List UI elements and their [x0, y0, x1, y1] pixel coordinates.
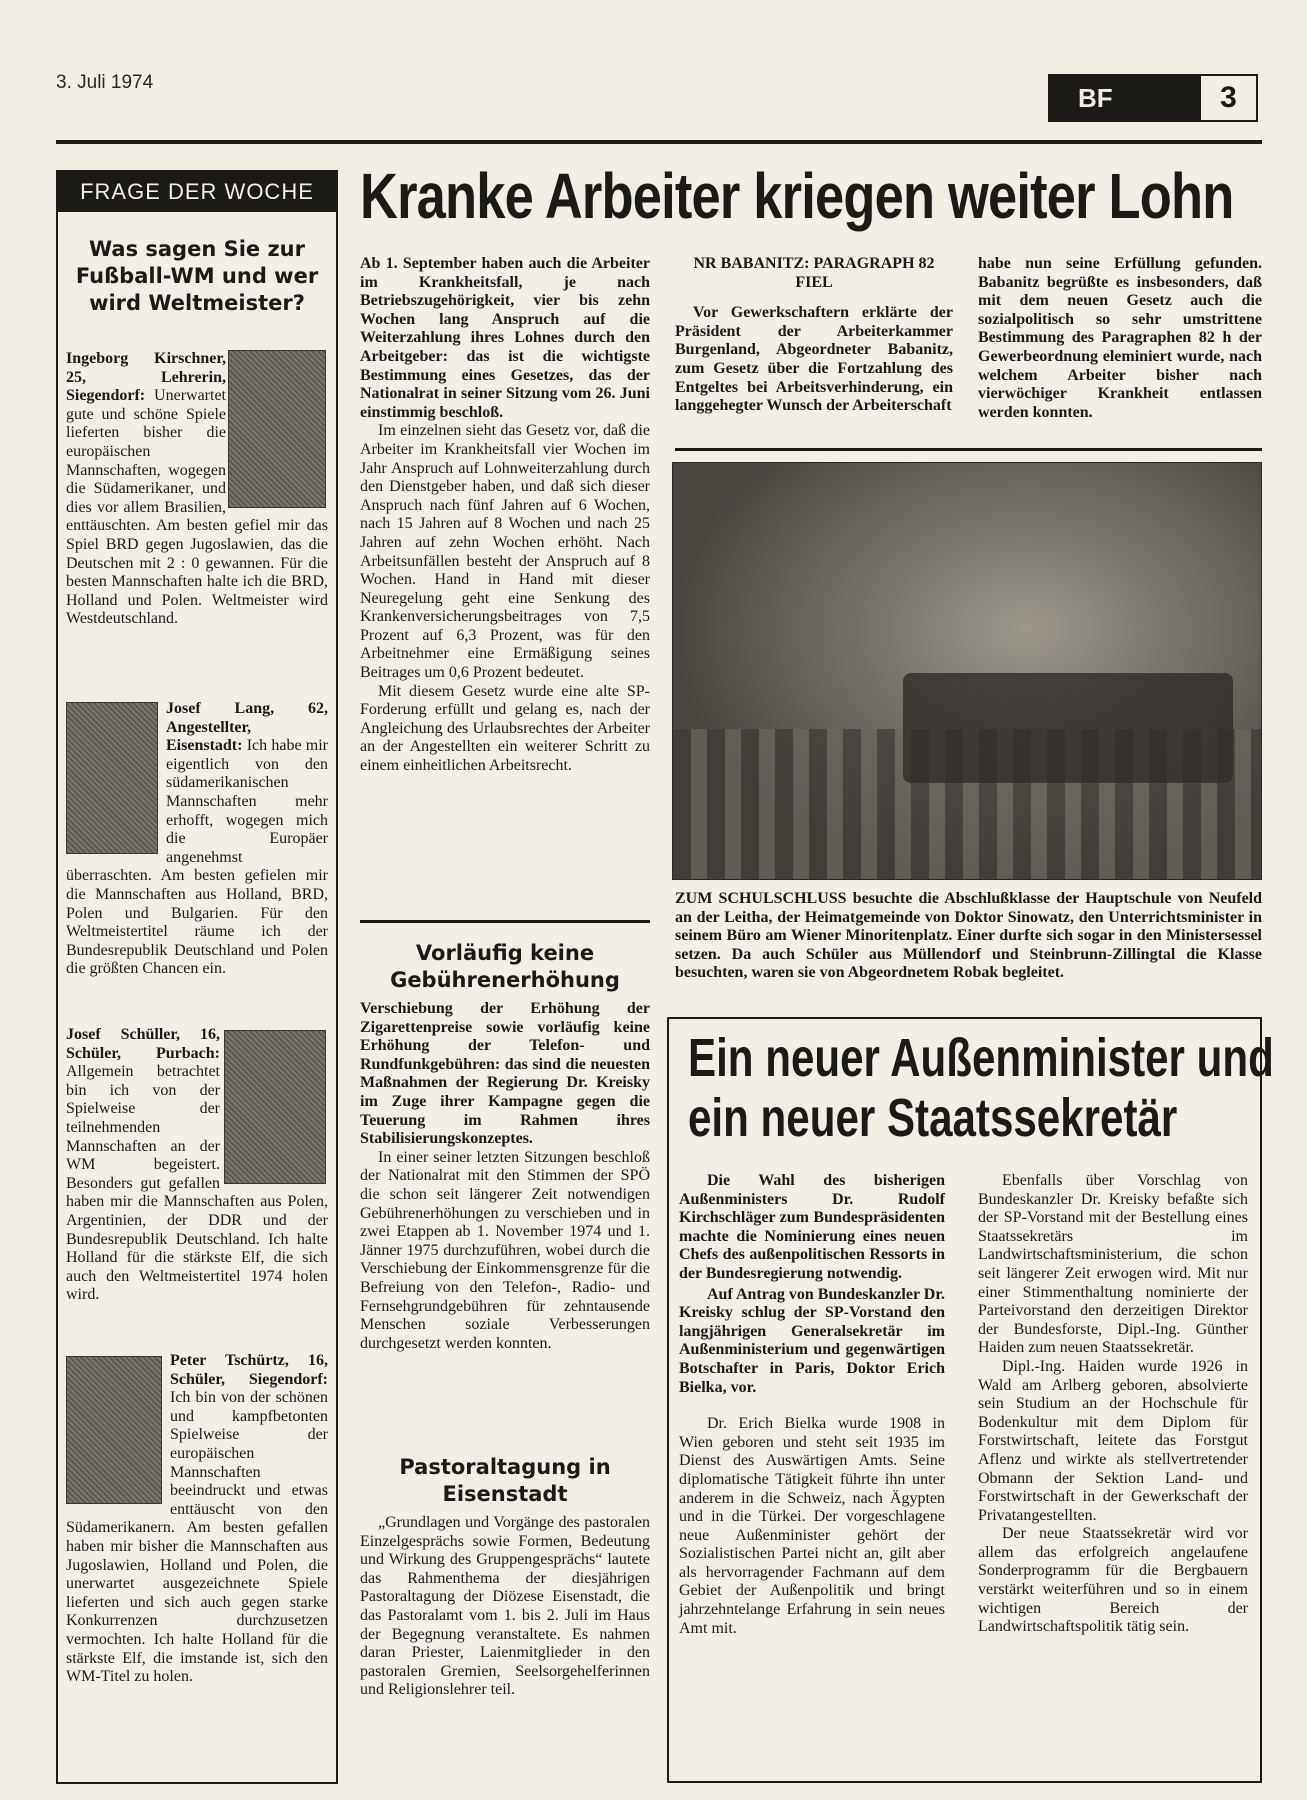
issue-date: 3. Juli 1974: [56, 72, 154, 93]
fees-title: Vorläufig keine Gebührenerhöhung: [390, 941, 620, 992]
sidebar-question: Was sagen Sie zur Fußball-WM und wer wird Weltmeister?: [75, 237, 319, 315]
section-label: BF: [1050, 76, 1198, 120]
main-headline: Kranke Arbeiter kriegen weiter Lohn: [360, 160, 1234, 232]
minister-headline-1: Ein neuer Außenminister und: [688, 1028, 1274, 1088]
answer-tschuertz: [66, 1352, 328, 1687]
main-body-2: Mit diesem Gesetz wurde eine alte SP-Forderung erfüllt und gelang es, nach der Angleichung des Urlaubsrechtes der Arbeiter an der Angestellten ein weiterer Schritt zu einem einheitlichen Arbeitsrecht.: [360, 682, 650, 775]
answer-lead: Josef Schüller, 16, Schüler, Purbach:: [66, 1026, 220, 1062]
answer-lead: Peter Tschürtz, 16, Schüler, Siegendorf:: [170, 1352, 328, 1388]
answer-lead: Josef Lang, 62, Angestellter, Eisenstadt:: [166, 700, 328, 755]
pastoral-body: „Grundlagen und Vorgänge des pastoralen Einzelgesprächs sowie Formen, Bedeutung und Wirkung des Gruppengesprächs“ lautete das Rahmenthema der diesjährigen Pastoraltagung der Diözese Eisenstadt, die das Pastoralamt vom 1. bis 2. Juli im Haus der Begegnung veranstaltete. Es nahmen daran Priester, Laienmitglieder in den pastoralen Gremien, Seelsorgehelferinnen und Religionslehrer teil.: [360, 1514, 650, 1699]
sidebar-kicker: FRAGE DER WOCHE: [56, 172, 338, 212]
main-col3-text: habe nun seine Erfüllung gefunden. Babanitz begrüßte es insbesonders, daß mit dem neuen Gesetz auch die sozialpolitisch so sehr umstrittene Bestimmung des Paragraphen 82 h der Gewerbeordnung eleminiert wurde, nach welchem Arbeiter bisher nach vierwöchiger Krankheit entlassen werden konnten.: [978, 255, 1262, 421]
fees-rule: [360, 920, 650, 923]
minister-col1: [679, 1172, 945, 1638]
main-subhead: NR BABANITZ: PARAGRAPH 82 FIEL: [693, 255, 935, 291]
answer-kirschner: [66, 350, 328, 629]
photo-caption: [675, 890, 1262, 983]
caption-text: besuchte die Abschlußklasse der Hauptschule von Neufeld an der Leitha, der Heimatgemeinde von Doktor Sinowatz, den Unterrichtsminister in seinem Büro am Wiener Minoritenplatz. Einer durfte sich sogar in den Ministersessel setzen. Da auch Schüler aus Müllendorf und Steinbrunn-Zillingtal die Klasse besuchten, waren sie von Abgeordnetem Robak begleitet.: [675, 890, 1263, 982]
minister-col2-b: Dipl.-Ing. Haiden wurde 1926 in Wald am Arlberg geboren, absolvierte sein Studium an der Hochschule für Bodenkultur mit dem Diplom für Forstwirtschaft, leitete das Forstgut Aflenz und wirkte als stellvertretender Obmann der Sektion Land- und Forstwirtschaft in der Gewerkschaft der Privatangestellten.: [978, 1357, 1248, 1524]
answer-schueller: [66, 1026, 328, 1305]
minister-lead-1: Die Wahl des bisherigen Außenministers Dr. Rudolf Kirchschläger zum Bundespräsidenten machte die Nominierung eines neuen Chefs des außenpolitischen Ressorts in der Bundesregierung notwendig.: [679, 1172, 945, 1282]
fees-article: [360, 1000, 650, 1353]
answer-text: Allgemein betrachtet bin ich von der Spielweise der teilnehmenden Mannschaften an der WM begeistert. Besonders gut gefallen haben mir die Mannschaften aus Polen, Argentinien, der DDR und der Bundesrepublik Deutschland. Ich halte Holland für die stärkste Elf, die sich auch den Weltmeistertitel 1974 holen wird.: [66, 1063, 328, 1304]
main-article-col1: [360, 255, 650, 776]
main-article-col2: [675, 255, 953, 416]
caption-lead: ZUM SCHULSCHLUSS: [675, 890, 847, 907]
answer-lang: [66, 700, 328, 979]
minister-body-1: Dr. Erich Bielka wurde 1908 in Wien geboren und steht seit 1935 im Dienst des Auswärtigen Amts. Seine diplomatische Tätigkeit führte ihn unter anderem in die Schweiz, nach Ägypten und in die Türkei. Der vorgeschlagene neue Außenminister gehört der Sozialistischen Partei nicht an, gilt aber als hervorragender Fachmann auf dem Gebiet der Außenpolitik und bringt jahrzehntelange Erfahrung in sein neues Amt mit.: [679, 1415, 945, 1637]
minister-headline-2: ein neuer Staatssekretär: [688, 1088, 1178, 1148]
main-lead: Ab 1. September haben auch die Arbeiter im Krankheitsfall, je nach Betriebszugehörigkeit, vier bis zehn Wochen lang Anspruch auf die Weiterzahlung ihres Lohnes durch den Arbeitgeber: das ist die wichtigste Bestimmung eines Gesetzes, das der Nationalrat in seiner Sitzung vom 26. Juni einstimmig beschloß.: [360, 255, 650, 421]
minister-lead-2: Auf Antrag von Bundeskanzler Dr. Kreisky schlug der SP-Vorstand den langjährigen Generalsekretär im Außenministerium und gegenwärtigen Botschafter in Paris, Doktor Erich Bielka, vor.: [679, 1285, 945, 1396]
answer-text: Ich bin von der schönen und kampfbetonten Spielweise der europäischen Mannschaften beeindruckt und etwas enttäuscht von den Südamerikanern. Am besten gefallen haben mir bisher die Mannschaften aus Jugoslawien, Holland und Polen, die unerwartet ausgezeichnete Spiele lieferten und sich auch gegen starke Konkurrenzen durchzusetzen vermochten. Ich halte Holland für die stärkste Elf, die imstande ist, sich den WM-Titel zu holen.: [66, 1389, 328, 1686]
fees-lead: Verschiebung der Erhöhung der Zigarettenpreise sowie vorläufig keine Erhöhung der Telefon- und Rundfunkgebühren: das sind die neuesten Maßnahmen der Regierung Dr. Kreisky im Zuge ihrer Kampagne gegen die Teuerung im Rahmen ihres Stabilisierungskonzeptes.: [360, 1000, 650, 1148]
page-number: 3: [1198, 76, 1256, 120]
fees-body: In einer seiner letzten Sitzungen beschloß der Nationalrat mit den Stimmen der SPÖ die schon seit längerer Zeit notwendigen Gebührenerhöhungen zu verschieben und in zwei Etappen ab 1. November 1974 und 1. Jänner 1975 durchzuführen, wobei durch die Verschiebung der Einkommensgrenze für die Befreiung von den Telefon-, Radio- und Fernsehgrundgebühren für zehntausende Menschen soziale Verbesserungen durchgesetzt werden konnten.: [360, 1148, 650, 1352]
minister-col2: [978, 1172, 1248, 1637]
main-col2-text: Vor Gewerkschaftern erklärte der Präsident der Arbeiterkammer Burgenland, Abgeordneter Babanitz, zum Gesetz über die Fortzahlung des Entgeltes bei Arbeitsverhinderung, ein langgehegter Wunsch der Arbeiterschaft: [675, 304, 953, 415]
answer-text: Unerwartet gute und schöne Spiele lieferten bisher die europäischen Mannschaften, wogegen die Südamerikaner, und dies vor allem Brasilien, enttäuschten. Am besten gefiel mir das Spiel BRD gegen Jugoslawien, das die Deutschen mit 2 : 0 gewannen. Für die besten Mannschaften halte ich die BRD, Holland und Polen. Weltmeister wird Westdeutschland.: [66, 387, 328, 628]
page-marker: [1048, 74, 1258, 122]
minister-col2-c: Der neue Staatssekretär wird vor allem das erfolgreich angelaufene Sonderprogramm für die Bergbauern verstärkt weiterführen und so in einem wichtigen Bereich der Landwirtschaftspolitik tätig sein.: [978, 1525, 1248, 1636]
header-rule: [56, 140, 1262, 144]
answer-lead: Ingeborg Kirschner, 25, Lehrerin, Siegendorf:: [66, 350, 226, 405]
answer-text: Ich habe mir eigentlich von den südamerikanischen Mannschaften mehr erhofft, wogegen mich die Europäer angenehmst überraschten. Am besten gefielen mir die Mannschaften aus Holland, BRD, Polen und Bulgarien. Für den Weltmeistertitel räume ich der Bundesrepublik Deutschland und Polen die größten Chancen ein.: [66, 737, 328, 978]
pastoral-title: Pastoraltagung in Eisenstadt: [399, 1455, 611, 1506]
main-body-1: Im einzelnen sieht das Gesetz vor, daß die Arbeiter im Krankheitsfall vier Wochen im Jahr Anspruch auf Lohnweiterzahlung durch den Dienstgeber haben, und daß sich dieser Anspruch nach fünf Jahren auf 6 Wochen, nach 15 Jahren auf 8 Wochen und nach 25 Jahren auf zehn Wochen erhöht. Nach Arbeitsunfällen besteht der Anspruch auf 8 Wochen. Hand in Hand mit dieser Neuregelung geht eine Senkung des Krankenversicherungsbeitrages von 7,5 Prozent auf 6,3 Prozent, was für den Arbeitnehmer eine Ermäßigung seines Beitrages um 0,6 Prozent bedeutet.: [360, 422, 650, 682]
minister-col2-a: Ebenfalls über Vorschlag von Bundeskanzler Dr. Kreisky befaßte sich der SP-Vorstand mit der Bestellung eines Staatssekretärs im Landwirtschaftsministerium, die schon seit längerer Zeit erwogen wird. Mit nur einer Stimmenthaltung nominierte der Parteivorstand den derzeitigen Direktor der Bundesforste, Dipl.-Ing. Günther Haiden zum neuen Staatssekretär.: [978, 1172, 1248, 1357]
photo-rule: [675, 448, 1262, 451]
photo-students-minister: [672, 462, 1262, 880]
